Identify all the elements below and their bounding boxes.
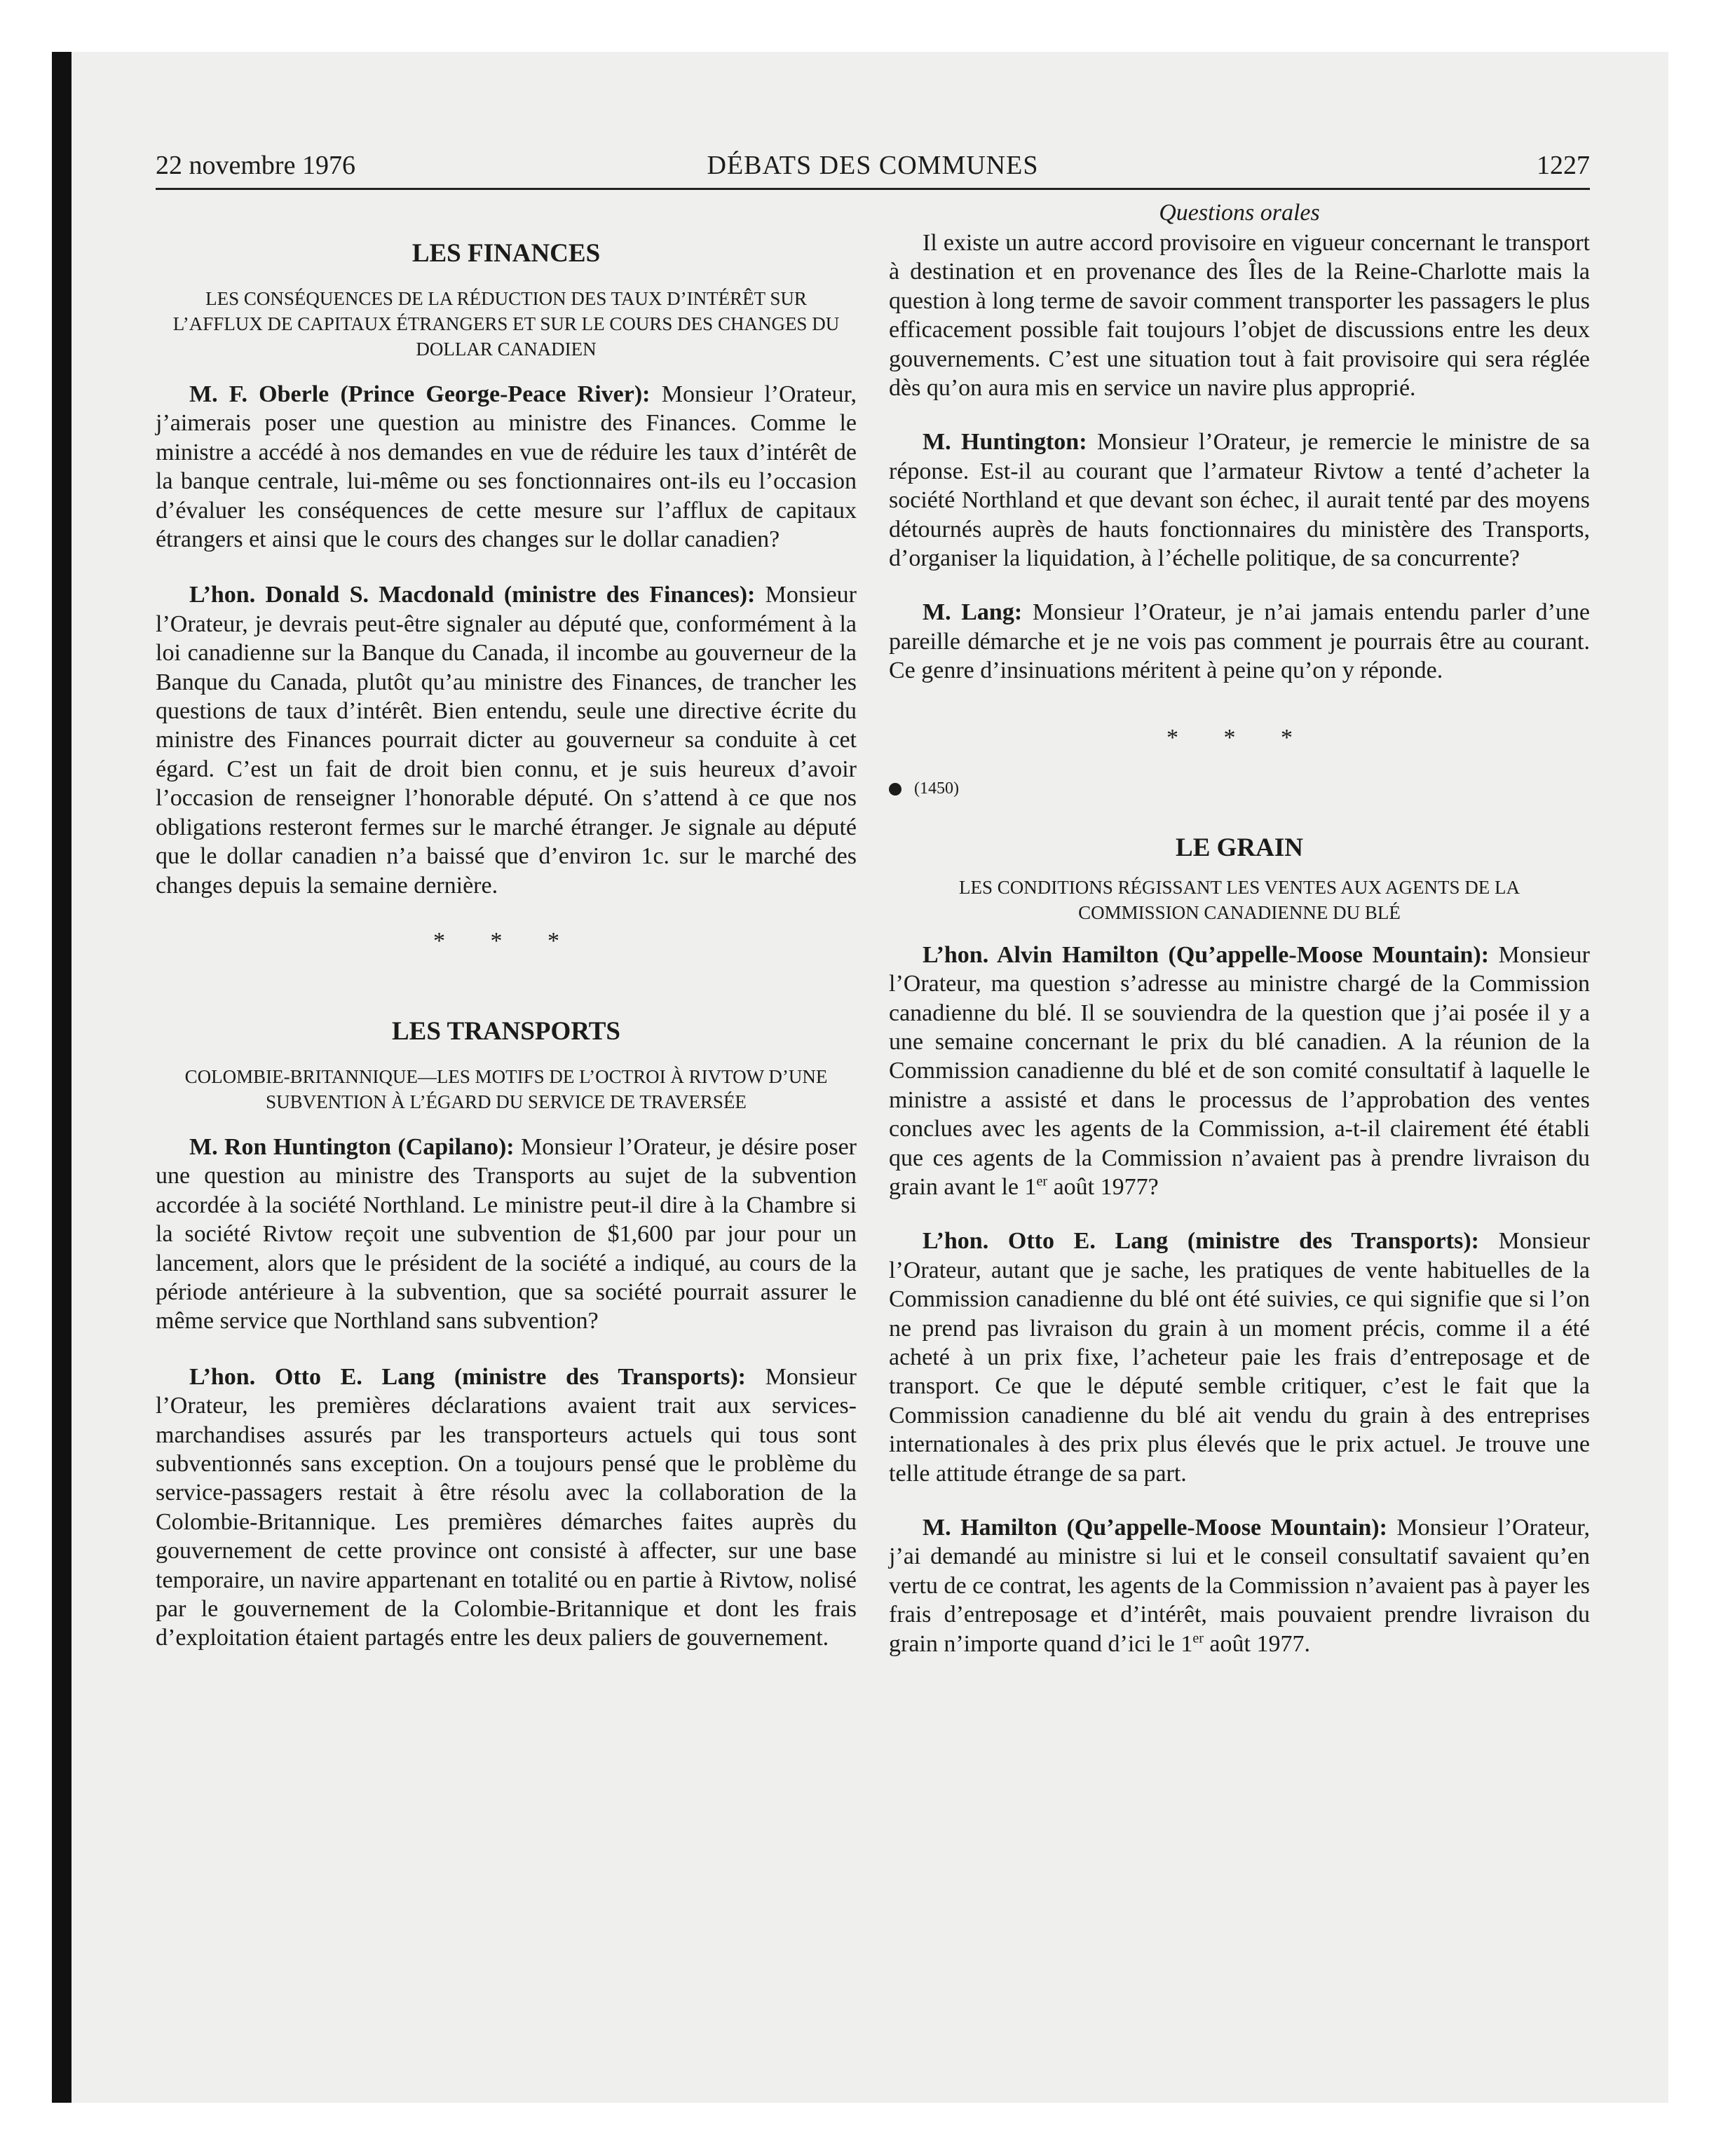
paragraph-lang-2 bbox=[889, 598, 1590, 685]
page-number: 1227 bbox=[1537, 151, 1590, 180]
paragraph-huntington bbox=[156, 1133, 857, 1336]
speaker: M. Hamilton (Qu’appelle-Moose Mountain): bbox=[923, 1515, 1387, 1541]
header-rule bbox=[156, 188, 1590, 190]
paragraph-hamilton-2 bbox=[889, 1513, 1590, 1658]
speaker: M. Lang: bbox=[923, 599, 1023, 626]
section-title-finances: LES FINANCES bbox=[411, 239, 601, 268]
timecode-text: (1450) bbox=[914, 779, 959, 798]
subtitle-grain: LES CONDITIONS RÉGISSANT LES VENTES AUX AGENTS DE LA COMMISSION CANADIENNE DU BLÉ bbox=[958, 876, 1520, 923]
speech-text-end: août 1977. bbox=[1203, 1630, 1310, 1657]
speech-text: Monsieur l’Orateur, j’aimerais poser une question au ministre des Finances. Comme le ministre a accédé à nos demandes en vue de réduire les taux d’intérêt de la banque centrale, lui-même ou ses fonctionnaires ont-ils eu l’occasion d’évaluer les conséquences de cette mesure sur l’afflux de capitaux étrangers et ainsi que le cours des changes sur le dollar canadien? bbox=[156, 381, 857, 553]
scan-edge bbox=[52, 52, 72, 2103]
header-date: 22 novembre 1976 bbox=[156, 151, 355, 180]
section-title-grain: LE GRAIN bbox=[1176, 833, 1303, 862]
speech-text: Monsieur l’Orateur, les premières déclarations avaient trait aux services-marchandises assurés par les transporteurs actuels qui tous sont subventionnés sans exception. On a toujours pensé que le problème du service-passagers restait à être résolu avec la collaboration de la Colombie-Britannique. Les premières démarches faites auprès du gouvernement de cette province ont consisté à affecter, sur une base temporaire, un navire appartenant en totalité ou en partie à Rivtow, nolisé par le gouvernement de la Colombie-Britannique et dont les frais d’exploitation étaient partagés entre les deux paliers de gouvernement. bbox=[156, 1363, 857, 1651]
right-column bbox=[889, 198, 1590, 1658]
paragraph-macdonald bbox=[156, 580, 857, 899]
speech-text: Monsieur l’Orateur, je remercie le ministre de sa réponse. Est-il au courant que l’armateur Rivtow a tenté d’acheter la société Northland et que devant son échec, il aurait tenté par des moyens détournés auprès de hauts fonctionnaires du ministère des Transports, d’organiser la liquidation, à l’échelle politique, de sa concurrente? bbox=[889, 429, 1591, 572]
paragraph-lang-3 bbox=[889, 1227, 1590, 1488]
left-column bbox=[156, 198, 857, 1653]
paragraph-hamilton bbox=[889, 941, 1590, 1202]
paragraph-huntington-2 bbox=[889, 428, 1590, 573]
speech-text-end: août 1977? bbox=[1047, 1173, 1159, 1200]
running-head: Questions orales bbox=[1159, 200, 1320, 226]
paragraph-oberle bbox=[156, 380, 857, 554]
speaker: L’hon. Otto E. Lang (ministre des Transports): bbox=[189, 1363, 746, 1390]
speech-text: Monsieur l’Orateur, autant que je sache, les pratiques de vente habituelles de la Commission canadienne du blé ont été suivies, ce qui signifie que si l’on ne prend pas livraison du grain à un moment précis, comme il a été acheté à un prix fixe, l’acheteur paie les frais d’entreposage et de transport. Ce que le député semble critiquer, c’est le fait que la Commission canadienne du blé ait vendu du grain à des entreprises internationales à des prix plus élevés que le prix actuel. Je trouve une telle attitude étrange de sa part. bbox=[889, 1228, 1590, 1487]
speech-text: Monsieur l’Orateur, je n’ai jamais entendu parler d’une pareille démarche et je ne vois pas comment je pourrais être au courant. Ce genre d’insinuations méritent à peine qu’on y réponde. bbox=[889, 599, 1590, 684]
paragraph-lang bbox=[156, 1363, 857, 1653]
speech-text: Monsieur l’Orateur, je désire poser une question au ministre des Transports au sujet de la subvention accordée à la société Northland. Le ministre peut-il dire à la Chambre si la société Rivtow reçoit une subvention de $1,600 par jour pour un lancement, alors que le président de la société a indiqué, au cours de la période antérieure à la subvention, que sa société pourrait assurer le même service que Northland sans subvention? bbox=[156, 1133, 857, 1335]
speech-text: Monsieur l’Orateur, ma question s’adresse au ministre chargé de la Commission canadienne du blé. Il se souviendra de la question que j’ai posée il y a une semaine concernant le prix du blé canadien. A la réunion de la Commission canadienne du blé et de son comité consultatif à laquelle le ministre a assisté et dans le processus de l’approbation des ventes conclues avec les agents de la Commission, a-t-il clairement été établi que ces agents de la Commission n’avaient pas à prendre livraison du grain avant le 1 bbox=[889, 941, 1591, 1200]
subtitle-transports: COLOMBIE-BRITANNIQUE—LES MOTIFS DE L’OCTROI À RIVTOW D’UNE SUBVENTION À L’ÉGARD DU SERVICE DE TRAVERSÉE bbox=[184, 1065, 828, 1112]
speaker: L’hon. Alvin Hamilton (Qu’appelle-Moose Mountain): bbox=[923, 941, 1490, 968]
speech-text: Monsieur l’Orateur, j’ai demandé au ministre si lui et le conseil consultatif savaient qu’en vertu de ce contrat, les agents de la Commission n’avaient pas à payer les frais d’entreposage et d’intérêt, mais pouvaient prendre livraison du grain n’importe quand d’ici le 1 bbox=[889, 1515, 1590, 1657]
speaker: M. F. Oberle (Prince George-Peace River): bbox=[189, 381, 651, 407]
speaker: M. Huntington: bbox=[923, 429, 1087, 456]
speaker: M. Ron Huntington (Capilano): bbox=[189, 1133, 515, 1160]
speaker: L’hon. Otto E. Lang (ministre des Transports): bbox=[923, 1228, 1479, 1255]
bullet-icon bbox=[889, 783, 901, 796]
subtitle-finances: LES CONSÉQUENCES DE LA RÉDUCTION DES TAUX D’INTÉRÊT SUR L’AFFLUX DE CAPITAUX ÉTRANGERS ET SUR LE COURS DES CHANGES DU DOLLAR CANADIEN bbox=[172, 288, 840, 360]
speaker: L’hon. Donald S. Macdonald (ministre des Finances): bbox=[189, 582, 756, 608]
page-header bbox=[156, 144, 1590, 186]
header-title: DÉBATS DES COMMUNES bbox=[707, 151, 1039, 180]
section-title-transports: LES TRANSPORTS bbox=[392, 1016, 620, 1046]
speech-text: Monsieur l’Orateur, je devrais peut-être signaler au député que, conformément à la loi canadienne sur la Banque du Canada, il incombe au gouverneur de la Banque du Canada, plutôt qu’au ministre des Finances, de trancher les questions de taux d’intérêt. Bien entendu, seule une directive écrite du ministre des Finances pourrait dicter au gouverneur sa conduite à cet égard. C’est un fait de droit bien connu, et je suis heureux d’avoir l’occasion de renseigner l’honorable député. On s’attend à ce que nos obligations resteront fermes sur le marché étranger. Je signale au député que le dollar canadien n’a baissé que d’environ 1c. sur le marché des changes depuis la semaine dernière. bbox=[156, 582, 857, 899]
superscript: er bbox=[1192, 1630, 1204, 1646]
section-separator: * * * bbox=[1166, 724, 1312, 751]
timecode bbox=[889, 777, 1590, 800]
superscript: er bbox=[1036, 1173, 1048, 1189]
section-separator: * * * bbox=[433, 927, 579, 954]
paragraph-continuation: Il existe un autre accord provisoire en vigueur concernant le transport à destination et en provenance des Îles de la Reine-Charlotte mais la question à long terme de savoir comment transporter les passagers le plus efficacement possible fait toujours l’objet de discussions entre les deux gouvernements. C’est une situation tout à fait provisoire qui sera réglée dès qu’on aura mis en service un navire plus approprié. bbox=[889, 230, 1590, 402]
